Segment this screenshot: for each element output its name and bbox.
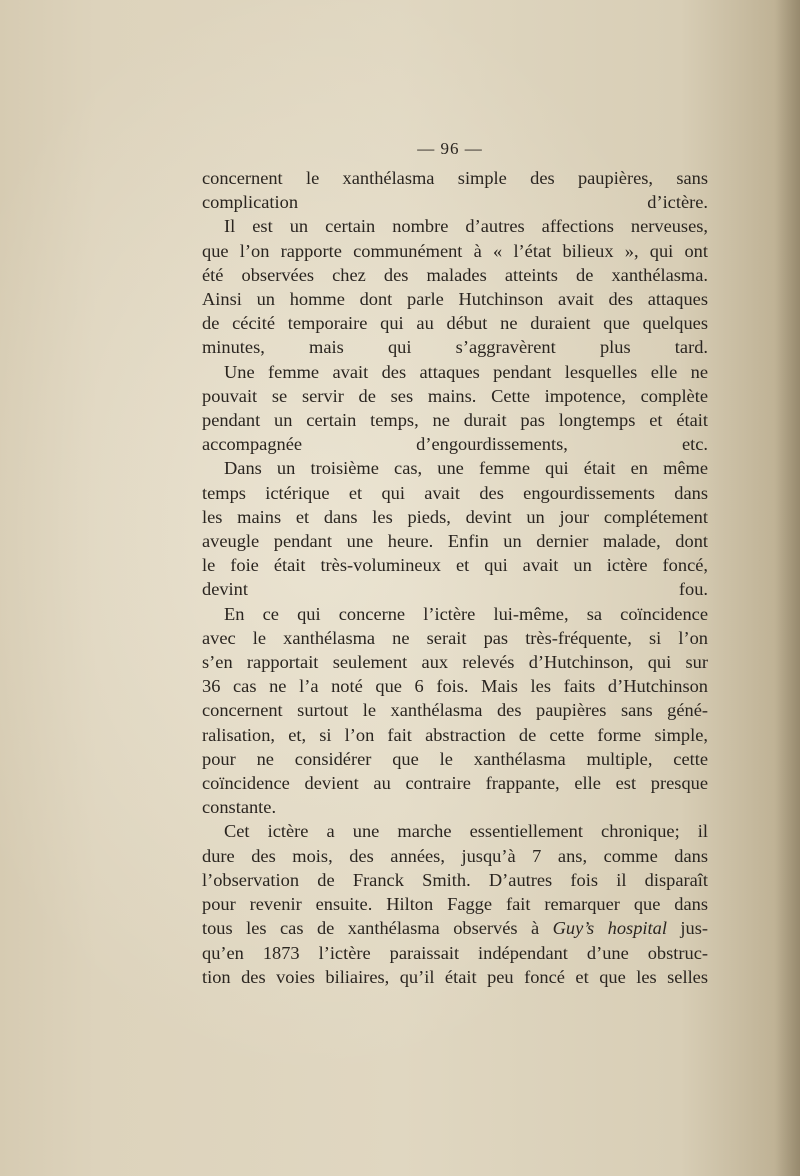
text-line: constante. bbox=[202, 797, 277, 818]
text-line: qu’en 1873 l’ictère paraissait indépendant d’une obstruc- bbox=[202, 942, 708, 963]
text-line: accompagnée d’engourdissements, etc. bbox=[202, 434, 708, 455]
text-line: Il est un certain nombre d’autres affections nerveuses, bbox=[224, 216, 708, 237]
text-line: temps ictérique et qui avait des engourdissements dans bbox=[202, 482, 708, 503]
text-line: Cet ictère a une marche essentiellement chronique; il bbox=[224, 821, 708, 842]
text-line: les mains et dans les pieds, devint un jour complétement bbox=[202, 506, 708, 527]
text-line: pouvait se servir de ses mains. Cette impotence, complète bbox=[202, 385, 708, 406]
text-line: aveugle pendant une heure. Enfin un dernier malade, dont bbox=[202, 531, 708, 552]
text-line: minutes, mais qui s’aggravèrent plus tard. bbox=[202, 337, 708, 358]
text-line: dure des mois, des années, jusqu’à 7 ans, comme dans bbox=[202, 845, 708, 866]
text-line: 36 cas ne l’a noté que 6 fois. Mais les faits d’Hutchinson bbox=[202, 676, 708, 697]
text-line: avec le xanthélasma ne serait pas très-fréquente, si l’on bbox=[202, 627, 708, 648]
text-line: été observées chez des malades atteints de xanthélasma. bbox=[202, 264, 708, 285]
text-line: pour revenir ensuite. Hilton Fagge fait remarquer que dans bbox=[202, 894, 708, 915]
text-line: pour ne considérer que le xanthélasma multiple, cette bbox=[202, 748, 708, 769]
text-line: le foie était très-volumineux et qui avait un ictère foncé, bbox=[202, 555, 708, 576]
text-line: pendant un certain temps, ne durait pas longtemps et était bbox=[202, 410, 708, 431]
text-line: Ainsi un homme dont parle Hutchinson avait des attaques bbox=[202, 289, 708, 310]
text-line: s’en rapportait seulement aux relevés d’Hutchinson, qui sur bbox=[202, 652, 708, 673]
text-line: l’observation de Franck Smith. D’autres fois il disparaît bbox=[202, 869, 708, 890]
text-line: tous les cas de xanthélasma observés à Guy’s hospital jus- bbox=[202, 918, 708, 939]
text-line: devint fou. bbox=[202, 579, 708, 600]
text-line: Une femme avait des attaques pendant lesquelles elle ne bbox=[224, 361, 708, 382]
text-line: ralisation, et, si l’on fait abstraction de cette forme simple, bbox=[202, 724, 708, 745]
text-line: Dans un troisième cas, une femme qui était en même bbox=[224, 458, 708, 479]
body-text bbox=[202, 166, 708, 989]
text-line: tion des voies biliaires, qu’il était peu foncé et que les selles bbox=[202, 966, 708, 987]
text-line: En ce qui concerne l’ictère lui-même, sa coïncidence bbox=[224, 603, 708, 624]
text-line: complication d’ictère. bbox=[202, 192, 708, 213]
page-number: — 96 — bbox=[417, 139, 483, 158]
text-line: concernent surtout le xanthélasma des paupières sans géné- bbox=[202, 700, 708, 721]
text-line: concernent le xanthélasma simple des paupières, sans bbox=[202, 168, 708, 188]
text-line: que l’on rapporte communément à « l’état bilieux », qui ont bbox=[202, 240, 708, 261]
text-line: de cécité temporaire qui au début ne duraient que quelques bbox=[202, 313, 708, 334]
text-line: coïncidence devient au contraire frappante, elle est presque bbox=[202, 773, 708, 794]
